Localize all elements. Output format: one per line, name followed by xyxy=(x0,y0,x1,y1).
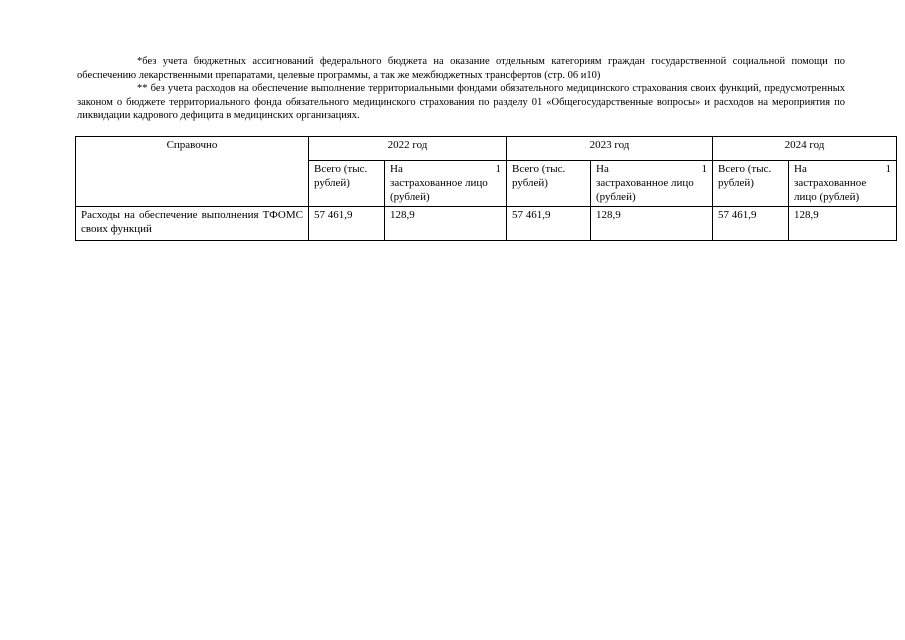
reference-table xyxy=(75,136,897,241)
value-per-insured-2023: 128,9 xyxy=(591,207,713,241)
value-per-insured-2022: 128,9 xyxy=(385,207,507,241)
year-header-row xyxy=(76,137,897,161)
year-2022-header: 2022 год xyxy=(309,137,507,161)
footnote-1: *без учета бюджетных ассигнований федерального бюджета на оказание отдельным категориям граждан государственной социальной помощи по обеспечению лекарственными препаратами, целевые программы, а так же межбюджетных трансфертов (стр. 06 и10) xyxy=(77,56,845,81)
total-header-2023: Всего (тыс. рублей) xyxy=(507,161,591,207)
per-insured-header-2022: На 1 застрахованное лицо (рублей) xyxy=(385,161,507,207)
value-total-2023: 57 461,9 xyxy=(507,207,591,241)
footnotes xyxy=(77,55,845,123)
value-total-2024: 57 461,9 xyxy=(713,207,789,241)
total-header-2024: Всего (тыс. рублей) xyxy=(713,161,789,207)
year-2023-header: 2023 год xyxy=(507,137,713,161)
row-label: Расходы на обеспечение выполнения ТФОМС своих функций xyxy=(76,207,309,241)
value-total-2022: 57 461,9 xyxy=(309,207,385,241)
value-per-insured-2024: 128,9 xyxy=(789,207,897,241)
year-2024-header: 2024 год xyxy=(713,137,897,161)
footnote-2: ** без учета расходов на обеспечение выполнение территориальными фондами обязательного медицинского страхования своих функций, предусмотренных законом о бюджете территориального фонда обязательного медицинского страхования по разделу 01 «Общегосударственные вопросы» и расходов на мероприятия по ликвидации кадрового дефицита в медицинских организациях. xyxy=(77,83,845,121)
corner-cell: Справочно xyxy=(76,137,309,207)
total-header-2022: Всего (тыс. рублей) xyxy=(309,161,385,207)
table-row xyxy=(76,207,897,241)
per-insured-header-2024: На 1 застрахованное лицо (рублей) xyxy=(789,161,897,207)
per-insured-header-2023: На 1 застрахованное лицо (рублей) xyxy=(591,161,713,207)
